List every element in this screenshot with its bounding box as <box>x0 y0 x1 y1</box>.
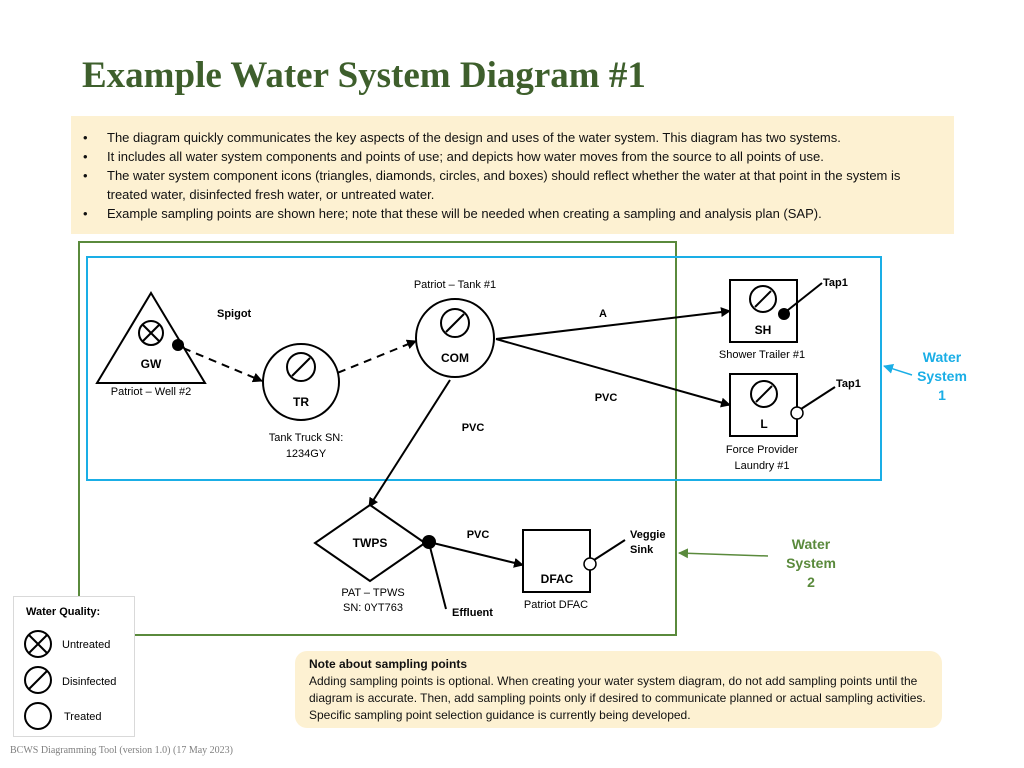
sampling-point-dot <box>422 535 436 549</box>
sh-label: SH <box>754 323 772 337</box>
spigot-label: Spigot <box>217 308 252 320</box>
sampling-note-callout <box>295 651 942 728</box>
legend-treated-label: Treated <box>64 711 102 723</box>
tr-caption-line2: 1234GY <box>285 448 327 460</box>
l-caption-line2: Laundry #1 <box>734 460 790 472</box>
system-1-label-line2: System <box>917 368 967 384</box>
pipe-com-to-twps <box>369 380 450 507</box>
legend-disinfected-label: Disinfected <box>62 676 117 688</box>
node-gw <box>97 293 252 398</box>
node-tr <box>263 344 343 460</box>
footer-version: BCWS Diagramming Tool (version 1.0) (17 May 2023) <box>10 745 233 756</box>
tr-caption-line1: Tank Truck SN: <box>268 432 344 444</box>
pipe-label-twps-dfac: PVC <box>466 529 490 541</box>
page-title: Example Water System Diagram #1 <box>82 55 646 96</box>
system-2-label-line1: Water <box>791 536 831 552</box>
system-1-label-line3: 1 <box>938 387 946 403</box>
legend-graphic <box>13 596 135 737</box>
twps-caption-line2: SN: 0YT763 <box>343 602 403 614</box>
pipe-com-to-sh <box>496 311 730 339</box>
com-label: COM <box>441 351 469 365</box>
system-2-pointer <box>679 553 768 556</box>
effluent-label: Effluent <box>452 607 493 619</box>
treated-icon <box>25 703 51 729</box>
node-com <box>414 279 496 377</box>
sh-tap-label: Tap1 <box>823 277 848 289</box>
gw-caption: Patriot – Well #2 <box>110 386 192 398</box>
l-caption-line1: Force Provider <box>725 444 799 456</box>
pipe-twps-to-effluent <box>429 543 446 609</box>
tap-leader-line <box>594 540 625 560</box>
system-1-label-line1: Water <box>922 349 962 365</box>
sh-caption: Shower Trailer #1 <box>718 349 806 361</box>
node-sh <box>719 277 848 361</box>
intro-bullet: • The diagram quickly communicates the key aspects of the design and uses of the water system. This diagram has two systems. <box>71 128 954 147</box>
com-caption: Patriot – Tank #1 <box>413 279 497 291</box>
pipe-label-com-twps: PVC <box>461 422 485 434</box>
sampling-point-dot <box>172 339 184 351</box>
pipe-label-com-l: PVC <box>594 392 618 404</box>
node-l <box>726 374 861 472</box>
l-label: L <box>760 417 768 431</box>
gw-label: GW <box>140 357 162 371</box>
tr-label: TR <box>293 395 309 409</box>
twps-label: TWPS <box>352 536 388 550</box>
pipe-label-a: A <box>599 308 607 320</box>
dfac-tap-label-line1: Veggie <box>630 529 666 541</box>
legend-untreated-label: Untreated <box>62 639 111 651</box>
legend-title: Water Quality: <box>26 606 101 618</box>
intro-bullet: • Example sampling points are shown here; note that these will be needed when creating a sampling and analysis plan (SAP). <box>71 204 954 223</box>
twps-caption-line1: PAT – TPWS <box>341 587 405 599</box>
dfac-tap-label-line2: Sink <box>630 544 654 556</box>
pipe-twps-to-dfac <box>433 543 523 565</box>
intro-bullet: • It includes all water system components and points of use; and depicts how water moves from the source to all points of use. <box>71 147 954 166</box>
dfac-caption: Patriot DFAC <box>523 599 589 611</box>
node-dfac <box>523 529 665 611</box>
note-title: Note about sampling points <box>309 657 467 671</box>
node-twps <box>315 505 493 619</box>
system-2-label-line3: 2 <box>807 574 815 590</box>
dfac-label: DFAC <box>540 572 574 586</box>
water-quality-legend <box>13 596 135 737</box>
l-tap-label: Tap1 <box>836 378 861 390</box>
system-1-pointer <box>884 366 912 375</box>
intro-bullet: • The water system component icons (triangles, diamonds, circles, and boxes) should reflect whether the water at that point in the system is treated water, disinfected fresh water, or untreated water. <box>71 166 954 204</box>
tap-leader-line <box>801 387 835 409</box>
note-body: Adding sampling points is optional. When creating your water system diagram, do not add sampling points until the diagram is accurate. Then, add sampling points only if desired to communicate planned or actual sampling activities. Specific sampling point selection guidance is currently being developed. <box>309 674 926 722</box>
system-2-label-line2: System <box>786 555 836 571</box>
